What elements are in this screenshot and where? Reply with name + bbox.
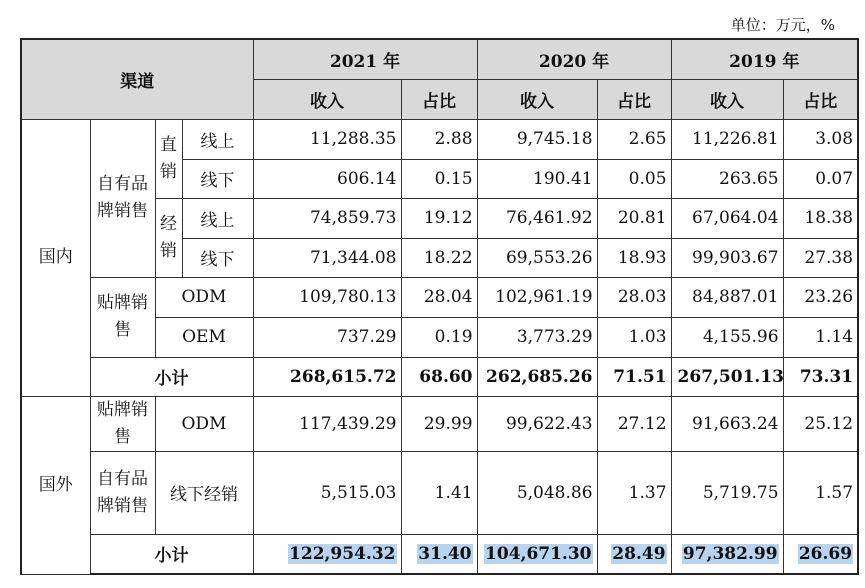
- table-cell: 0.07: [783, 159, 858, 198]
- table-cell: 0.05: [597, 159, 671, 198]
- table-cell: 25.12: [783, 396, 858, 451]
- ratio-header: 占比: [597, 79, 671, 119]
- table-cell: 29.99: [401, 396, 477, 451]
- year-header-2020: 2020 年: [477, 39, 671, 79]
- offline-label: 线下: [182, 159, 253, 198]
- table-cell: 0.19: [401, 317, 477, 357]
- table-cell: 3.08: [783, 119, 858, 159]
- direct-label: 直销: [155, 119, 182, 198]
- foreign-label: 国外: [21, 396, 90, 574]
- table-cell: 5,048.86: [477, 451, 597, 534]
- table-cell: 5,515.03: [253, 451, 401, 534]
- domestic-label: 国内: [21, 119, 90, 396]
- table-cell: 69,553.26: [477, 238, 597, 277]
- offline-label: 线下: [182, 238, 253, 277]
- table-cell: 28.03: [597, 277, 671, 317]
- year-header-2019: 2019 年: [671, 39, 858, 79]
- table-cell: 27.38: [783, 238, 858, 277]
- header-row-years: [21, 39, 858, 79]
- table-cell: 1.57: [783, 451, 858, 534]
- table-cell: 606.14: [253, 159, 401, 198]
- table-cell: 102,961.19: [477, 277, 597, 317]
- subtotal-label: 小计: [90, 357, 253, 396]
- table-cell: 68.60: [401, 357, 477, 396]
- table-cell: 1.41: [401, 451, 477, 534]
- table-cell: 91,663.24: [671, 396, 783, 451]
- table-cell: 18.22: [401, 238, 477, 277]
- table-cell: 109,780.13: [253, 277, 401, 317]
- label-brand-label: 贴牌销售: [90, 396, 155, 451]
- ratio-header: 占比: [783, 79, 858, 119]
- unit-note: 单位：万元，%: [730, 16, 835, 34]
- table-cell: [671, 534, 783, 574]
- table-cell: 267,501.13: [671, 357, 783, 396]
- table-cell: 2.88: [401, 119, 477, 159]
- table-cell: 1.14: [783, 317, 858, 357]
- ratio-header: 占比: [401, 79, 477, 119]
- label-brand-label: 贴牌销售: [90, 277, 155, 357]
- table-cell: [253, 534, 401, 574]
- table-cell: 19.12: [401, 198, 477, 238]
- table-cell: 9,745.18: [477, 119, 597, 159]
- table-cell: 71.51: [597, 357, 671, 396]
- revenue-header: 收入: [477, 79, 597, 119]
- table-cell: [401, 534, 477, 574]
- table-cell: 262,685.26: [477, 357, 597, 396]
- table-cell: 99,903.67: [671, 238, 783, 277]
- revenue-by-channel-table: [20, 38, 859, 575]
- distribution-label: 经销: [155, 198, 182, 277]
- channel-header: 渠道: [21, 39, 253, 119]
- subtotal-label: 小计: [90, 534, 253, 574]
- table-cell: 18.38: [783, 198, 858, 238]
- table-cell: 5,719.75: [671, 451, 783, 534]
- highlighted-value: 31.40: [418, 543, 472, 564]
- revenue-header: 收入: [671, 79, 783, 119]
- subtotal-row: [21, 357, 858, 396]
- odm-label: ODM: [155, 396, 253, 451]
- table-cell: 737.29: [253, 317, 401, 357]
- table-cell: 23.26: [783, 277, 858, 317]
- table-cell: 3,773.29: [477, 317, 597, 357]
- table-cell: 99,622.43: [477, 396, 597, 451]
- table-cell: 67,064.04: [671, 198, 783, 238]
- table-cell: 27.12: [597, 396, 671, 451]
- highlighted-value: 97,382.99: [682, 543, 778, 564]
- own-brand-label: 自有品牌销售: [90, 119, 155, 277]
- offline-distribution-label: 线下经销: [155, 451, 253, 534]
- table-cell: [597, 534, 671, 574]
- table-cell: 117,439.29: [253, 396, 401, 451]
- table-cell: 18.93: [597, 238, 671, 277]
- oem-label: OEM: [155, 317, 253, 357]
- table-cell: [783, 534, 858, 574]
- own-brand-label: 自有品牌销售: [90, 451, 155, 534]
- table-cell: 11,226.81: [671, 119, 783, 159]
- online-label: 线上: [182, 119, 253, 159]
- highlighted-value: 28.49: [612, 543, 666, 564]
- table-cell: 73.31: [783, 357, 858, 396]
- table-cell: 4,155.96: [671, 317, 783, 357]
- online-label: 线上: [182, 198, 253, 238]
- table-row: [21, 277, 858, 317]
- table-row: [21, 396, 858, 451]
- table-row: [21, 451, 858, 534]
- table-cell: 28.04: [401, 277, 477, 317]
- table-cell: 2.65: [597, 119, 671, 159]
- table-cell: 1.03: [597, 317, 671, 357]
- table-cell: [477, 534, 597, 574]
- odm-label: ODM: [155, 277, 253, 317]
- table-cell: 268,615.72: [253, 357, 401, 396]
- highlighted-value: 26.69: [798, 543, 853, 564]
- highlighted-value: 104,671.30: [485, 543, 592, 564]
- highlighted-value: 122,954.32: [289, 543, 396, 564]
- table-cell: 84,887.01: [671, 277, 783, 317]
- table-cell: 71,344.08: [253, 238, 401, 277]
- table-cell: 74,859.73: [253, 198, 401, 238]
- table-cell: 263.65: [671, 159, 783, 198]
- table-cell: 20.81: [597, 198, 671, 238]
- table-cell: 190.41: [477, 159, 597, 198]
- revenue-header: 收入: [253, 79, 401, 119]
- table-cell: 1.37: [597, 451, 671, 534]
- table-cell: 0.15: [401, 159, 477, 198]
- table-cell: 11,288.35: [253, 119, 401, 159]
- table-row: [21, 119, 858, 159]
- table-cell: 76,461.92: [477, 198, 597, 238]
- subtotal-row: [21, 534, 858, 574]
- year-header-2021: 2021 年: [253, 39, 477, 79]
